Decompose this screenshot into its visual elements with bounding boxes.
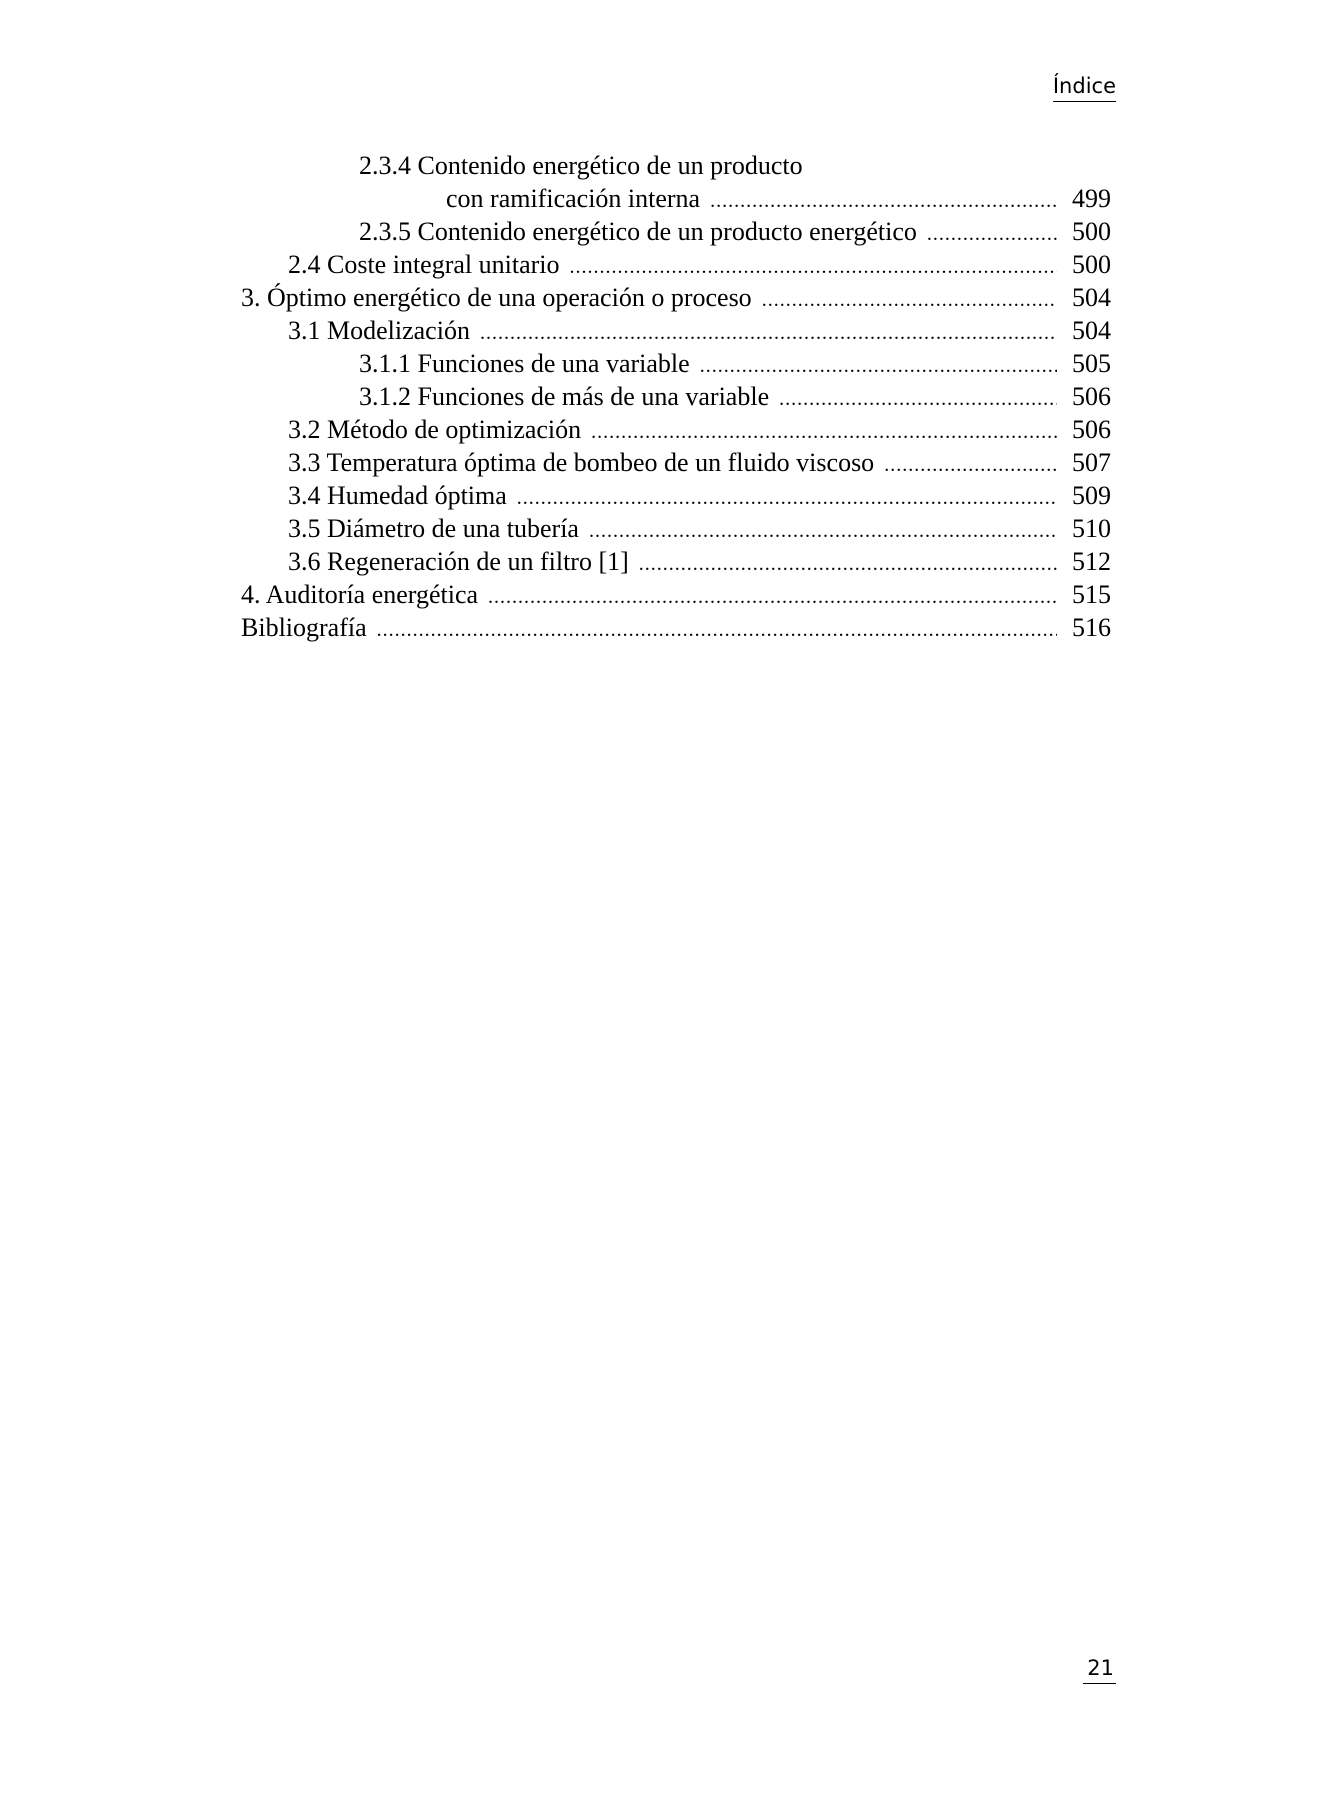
toc-entry-page: 504 bbox=[1072, 283, 1111, 312]
toc-entry-3-2[interactable] bbox=[241, 413, 1111, 446]
toc-entry-page: 509 bbox=[1072, 481, 1111, 510]
toc-entry-3-1[interactable] bbox=[241, 314, 1111, 347]
dot-leader bbox=[570, 251, 1057, 284]
toc-entry-title: con ramificación interna bbox=[446, 184, 701, 213]
toc-entry-title: Bibliografía bbox=[241, 613, 367, 642]
toc-entry-page: 499 bbox=[1072, 184, 1111, 213]
page-number: 21 bbox=[1083, 1654, 1116, 1684]
toc-entry-title: 3.4 Humedad óptima bbox=[288, 481, 507, 510]
toc-entry-3-4[interactable] bbox=[241, 479, 1111, 512]
toc-entry-3-6[interactable] bbox=[241, 545, 1111, 578]
toc-entry-page: 505 bbox=[1072, 349, 1111, 378]
toc-entry-page: 516 bbox=[1072, 613, 1111, 642]
toc-entry-page: 507 bbox=[1072, 448, 1111, 477]
toc-entry-title: 3.1 Modelización bbox=[288, 316, 470, 345]
toc-entry-4[interactable] bbox=[241, 578, 1111, 611]
dot-leader bbox=[927, 218, 1057, 251]
toc-entry-page: 512 bbox=[1072, 547, 1111, 576]
table-of-contents bbox=[241, 149, 1111, 644]
toc-entry-title: 2.3.5 Contenido energético de un producto energético bbox=[359, 217, 917, 246]
toc-entry-title: 3.2 Método de optimización bbox=[288, 415, 582, 444]
toc-entry-2-4[interactable] bbox=[241, 248, 1111, 281]
toc-entry-3-5[interactable] bbox=[241, 512, 1111, 545]
toc-entry-page: 510 bbox=[1072, 514, 1111, 543]
toc-entry-2-3-5[interactable] bbox=[241, 215, 1111, 248]
toc-entry-3[interactable] bbox=[241, 281, 1111, 314]
toc-entry-title: 2.3.4 Contenido energético de un producto bbox=[359, 151, 803, 180]
toc-entry-page: 504 bbox=[1072, 316, 1111, 345]
dot-leader bbox=[700, 350, 1057, 383]
toc-entry-page: 515 bbox=[1072, 580, 1111, 609]
toc-entry-title: 3.1.2 Funciones de más de una variable bbox=[359, 382, 770, 411]
dot-leader bbox=[480, 317, 1057, 350]
dot-leader bbox=[517, 482, 1057, 515]
toc-entry-page: 506 bbox=[1072, 415, 1111, 444]
toc-entry-title: 3.6 Regeneración de un filtro [1] bbox=[288, 547, 629, 576]
dot-leader bbox=[589, 515, 1057, 548]
toc-entry-title: 3.3 Temperatura óptima de bombeo de un fluido viscoso bbox=[288, 448, 875, 477]
toc-entry-title: 2.4 Coste integral unitario bbox=[288, 250, 560, 279]
toc-entry-title: 3.5 Diámetro de una tubería bbox=[288, 514, 579, 543]
dot-leader bbox=[591, 416, 1057, 449]
toc-entry-title: 3.1.1 Funciones de una variable bbox=[359, 349, 690, 378]
dot-leader bbox=[710, 185, 1057, 218]
dot-leader bbox=[884, 449, 1057, 482]
toc-entry-3-3[interactable] bbox=[241, 446, 1111, 479]
toc-entry-page: 500 bbox=[1072, 217, 1111, 246]
toc-entry-2-3-4-cont[interactable] bbox=[241, 182, 1111, 215]
toc-entry-page: 506 bbox=[1072, 382, 1111, 411]
dot-leader bbox=[639, 548, 1057, 581]
toc-entry-title: 3. Óptimo energético de una operación o proceso bbox=[241, 283, 752, 312]
dot-leader bbox=[377, 614, 1057, 647]
toc-entry-3-1-1[interactable] bbox=[241, 347, 1111, 380]
dot-leader bbox=[762, 284, 1057, 317]
dot-leader bbox=[779, 383, 1057, 416]
toc-entry-page: 500 bbox=[1072, 250, 1111, 279]
toc-entry-2-3-4[interactable] bbox=[241, 149, 1111, 182]
running-header-title: Índice bbox=[1053, 72, 1116, 102]
toc-entry-3-1-2[interactable] bbox=[241, 380, 1111, 413]
dot-leader bbox=[488, 581, 1057, 614]
toc-entry-bibliografia[interactable] bbox=[241, 611, 1111, 644]
toc-entry-title: 4. Auditoría energética bbox=[241, 580, 479, 609]
